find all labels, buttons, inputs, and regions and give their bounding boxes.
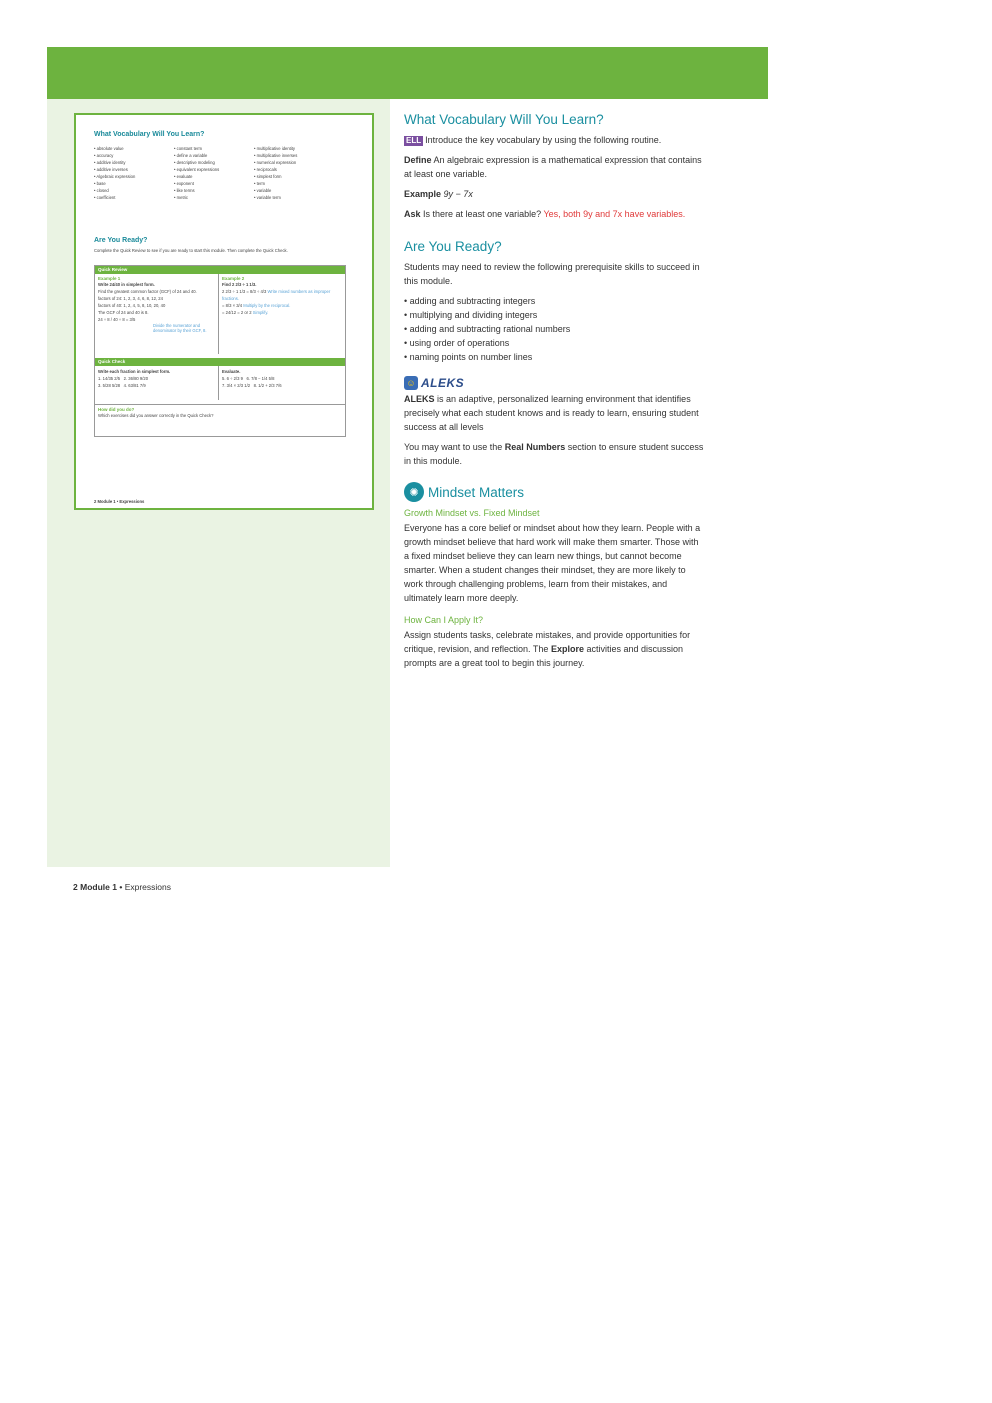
example-2-line: = 24/12 = 2 or 2: [222, 310, 252, 315]
vocab-term: • like terms: [174, 188, 195, 193]
vocab-term: • variable: [254, 188, 272, 193]
example-2-line: = 8/3 × 3/4: [222, 303, 243, 308]
student-page-thumbnail: [74, 113, 374, 510]
qc-item: 8. 1/2 + 2/3 7/6: [253, 383, 282, 388]
page-footer: [73, 882, 171, 892]
skills-list: [404, 294, 704, 364]
vocab-ask: [404, 207, 704, 221]
example-1-step: 24 ÷ 8 / 40 ÷ 8 = 3/5: [98, 317, 136, 322]
footer-module: Module 1: [80, 882, 117, 892]
teacher-notes: [404, 112, 704, 676]
qc-item: 5. 6 ÷ 2/3 9: [222, 376, 243, 381]
mindset-text2: [404, 628, 704, 670]
ready-intro: Students may need to review the following prerequisite skills to succeed in this module.: [404, 262, 700, 286]
aleks-desc-text: is an adaptive, personalized learning environment that identifies precisely what each student knows and is ready to learn, ensuring student success at all levels: [404, 394, 699, 432]
example-2: [219, 274, 345, 354]
example-1-line: The GCF of 24 and 40 is 8.: [98, 310, 149, 315]
vocab-define: [404, 153, 704, 181]
footer-topic: Expressions: [124, 882, 171, 892]
vocab-term: • exponent: [174, 181, 194, 186]
aleks-use: [404, 440, 704, 468]
mindset-explore: Explore: [550, 644, 584, 654]
vocab-term: • constant term: [174, 146, 202, 151]
vocab-intro-text: Introduce the key vocabulary by using the following routine.: [425, 135, 662, 145]
vocab-term: • coefficient: [94, 195, 116, 200]
top-banner: [47, 47, 768, 99]
mindset-sub2: How Can I Apply It?: [404, 615, 484, 625]
qc-item: 2. 36/80 9/20: [123, 376, 149, 381]
thumb-vocab-title: What Vocabulary Will You Learn?: [94, 131, 205, 138]
example-1-line: Find the greatest common factor (GCF) of 24 and 40.: [98, 289, 197, 294]
quick-check-right: [219, 366, 345, 400]
page-number: 2: [73, 882, 78, 892]
how-label: How did you do?: [98, 407, 135, 412]
aleks-name: ALEKS: [404, 394, 435, 404]
list-item: • using order of operations: [404, 336, 704, 350]
aleks-logo: [404, 376, 704, 390]
ask-answer: Yes, both 9y and 7x have variables.: [543, 209, 686, 219]
vocab-example: [404, 187, 704, 201]
vocab-term: • numerical expression: [254, 160, 297, 165]
ell-badge: ELL: [406, 136, 422, 145]
thumb-vocab-col-2: [174, 145, 252, 201]
mindset-text2-pre: Assign students tasks, celebrate mistakes, and provide opportunities for critique, revision, and reflection. The: [404, 630, 691, 654]
aleks-wordmark: ALEKS: [421, 376, 465, 390]
example-1-line: factors of 24: 1, 2, 3, 4, 6, 8, 12, 24: [98, 296, 163, 301]
vocab-term: • absolute value: [94, 146, 124, 151]
define-text: An algebraic expression is a mathematical expression that contains at least one variable.: [404, 155, 702, 179]
vocab-title: What Vocabulary Will You Learn?: [404, 112, 604, 127]
mindset-text2-post: activities and discussion prompts are a great tool to begin this journey.: [404, 644, 684, 668]
example-1-label: Example 1: [98, 276, 121, 281]
qc-left-task: Write each fraction in simplest form.: [98, 369, 171, 374]
mindset-heading: [404, 482, 704, 502]
aleks-use-pre: You may want to use the: [404, 442, 503, 452]
list-item: • adding and subtracting integers: [404, 294, 704, 308]
thumb-vocab-col-3: [254, 145, 332, 201]
vocab-term: • additive inverses: [94, 167, 128, 172]
quick-review-bar: Quick Review: [95, 266, 345, 274]
vocab-term: • additive identity: [94, 160, 126, 165]
thumb-ready-instructions: Complete the Quick Review to see if you are ready to start this module. Then complete the Quick Check.: [94, 248, 288, 253]
mindset-text1: Everyone has a core belief or mindset about how they learn. People with a growth mindset believe that hard work will make them smarter. Those with a fixed mindset believe they can learn new things, but cannot become smarter. When a student changes their mindset, they are more likely to work through challenging problems, learn from their mistakes, and ultimately learn more deeply.: [404, 523, 701, 603]
example-2-note: Multiply by the reciprocal.: [243, 303, 291, 308]
vocab-term: • Algebraic expression: [94, 174, 136, 179]
thumb-quick-review: [94, 265, 346, 437]
example-1-note: Divide the numerator and denominator by their GCF, 8.: [153, 323, 207, 333]
example-2-note: Write mixed numbers as improper fractions.: [222, 289, 331, 301]
thumb-vocab-col-1: [94, 145, 172, 201]
mindset-sub1: Growth Mindset vs. Fixed Mindset: [404, 508, 540, 518]
vocab-term: • equivalent expressions: [174, 167, 220, 172]
thumb-footer: 2 Module 1 • Expressions: [94, 499, 145, 504]
how-text: Which exercises did you answer correctly in the Quick Check?: [98, 413, 214, 418]
aleks-section: Real Numbers: [504, 442, 566, 452]
aleks-desc: [404, 392, 704, 434]
list-item: • adding and subtracting rational numbers: [404, 322, 704, 336]
vocab-intro: [404, 133, 704, 147]
example-2-label: Example 2: [222, 276, 245, 281]
qc-item: 7. 3/4 × 2/3 1/2: [222, 383, 251, 388]
vocab-term: • closed: [94, 188, 109, 193]
example-1: [95, 274, 219, 354]
vocab-term: • descriptive modeling: [174, 160, 215, 165]
brain-icon: ✺: [404, 482, 424, 502]
ask-label: Ask: [404, 209, 421, 219]
qc-item: 3. 5/28 5/28: [98, 383, 121, 388]
example-label: Example: [404, 189, 442, 199]
vocab-term: • multiplicative inverses: [254, 153, 298, 158]
example-2-line: 2 2/3 ÷ 1 1/3 = 8/3 ÷ 4/3: [222, 289, 267, 294]
example-2-note: Simplify.: [252, 310, 269, 315]
quick-check-left: [95, 366, 219, 400]
thumb-ready-title: Are You Ready?: [94, 237, 148, 244]
qc-item: 1. 14/35 2/5: [98, 376, 121, 381]
vocab-term: • simplest form: [254, 174, 282, 179]
vocab-term: • term: [254, 181, 266, 186]
define-label: Define: [404, 155, 432, 165]
example-1-task: Write 24/40 in simplest form.: [98, 282, 155, 287]
example-1-line: factors of 40: 1, 2, 4, 5, 8, 10, 20, 40: [98, 303, 166, 308]
mindset-title: Mindset Matters: [428, 484, 525, 500]
vocab-term: • evaluate: [174, 174, 193, 179]
vocab-term: • accuracy: [94, 153, 114, 158]
ask-text: Is there at least one variable?: [423, 209, 542, 219]
example-2-task: Find 2 2/3 ÷ 1 1/3.: [222, 282, 257, 287]
quick-check-bar: Quick Check: [95, 358, 345, 366]
vocab-term: • metric: [174, 195, 189, 200]
list-item: • multiplying and dividing integers: [404, 308, 704, 322]
footer-separator: •: [119, 882, 123, 892]
vocab-term: • base: [94, 181, 106, 186]
example-text: 9y − 7x: [443, 189, 473, 199]
vocab-term: • variable term: [254, 195, 281, 200]
aleks-use-post: section to ensure student success in this module.: [404, 442, 704, 466]
vocab-term: • define a variable: [174, 153, 208, 158]
vocab-term: • multiplicative identity: [254, 146, 296, 151]
qc-item: 6. 7/8 − 1/4 5/8: [246, 376, 275, 381]
how-did-you-do: [95, 404, 345, 421]
qc-item: 4. 63/81 7/9: [123, 383, 146, 388]
aleks-icon: ☺: [404, 376, 418, 390]
ready-title: Are You Ready?: [404, 239, 502, 254]
list-item: • naming points on number lines: [404, 350, 704, 364]
qc-right-task: Evaluate.: [222, 369, 241, 374]
vocab-term: • reciprocals: [254, 167, 277, 172]
